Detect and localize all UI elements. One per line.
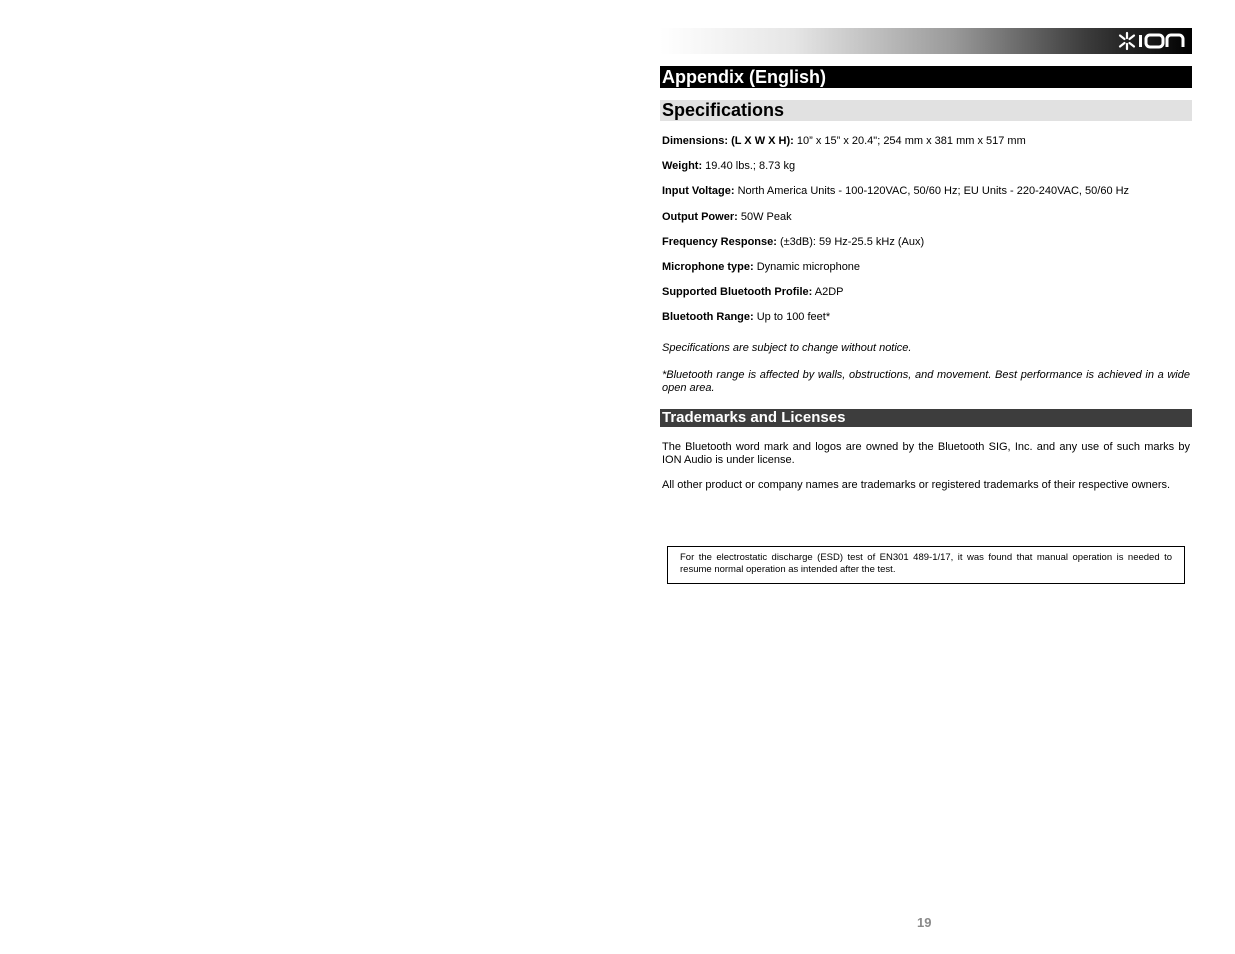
spec-label: Frequency Response: [662,236,777,248]
spec-weight [662,160,1190,173]
spec-bluetooth-profile [662,286,1190,299]
spec-label: Output Power: [662,211,738,223]
spec-value: Dynamic microphone [753,261,861,273]
page-number: 19 [917,915,932,930]
trademarks-heading: Trademarks and Licenses [660,409,1192,427]
specifications-heading: Specifications [660,100,1192,121]
spec-value: 50W Peak [737,211,792,223]
spec-label: Dimensions: (L X W X H): [662,135,794,147]
spec-input-voltage [662,185,1190,198]
spec-microphone-type [662,261,1190,274]
bluetooth-trademark-paragraph: The Bluetooth word mark and logos are owned by the Bluetooth SIG, Inc. and any use of such marks by ION Audio is under license. [662,441,1190,466]
spec-dimensions [662,135,1190,148]
spec-value: 10” x 15” x 20.4"; 254 mm x 381 mm x 517 mm [793,135,1026,147]
spec-bluetooth-range [662,311,1190,324]
spec-label: Microphone type: [662,261,754,273]
spec-output-power [662,211,1190,224]
spec-label: Weight: [662,160,703,172]
spec-frequency-response [662,236,1190,249]
bluetooth-range-footnote: *Bluetooth range is affected by walls, obstructions, and movement. Best performance is achieved in a wide open area. [662,369,1190,394]
spec-value: A2DP [812,286,844,298]
appendix-heading: Appendix (English) [660,66,1192,88]
spec-label: Bluetooth Range: [662,311,754,323]
spec-label: Input Voltage: [662,185,735,197]
spec-label: Supported Bluetooth Profile: [662,286,813,298]
spec-value: North America Units - 100-120VAC, 50/60 Hz; EU Units - 220-240VAC, 50/60 Hz [734,185,1130,197]
esd-notice-box: For the electrostatic discharge (ESD) test of EN301 489-1/17, it was found that manual operation is needed to resume normal operation as intended after the test. [667,546,1185,584]
other-trademarks-paragraph: All other product or company names are trademarks or registered trademarks of their respective owners. [662,479,1171,491]
specs-change-note: Specifications are subject to change without notice. [662,342,912,354]
spec-value: (±3dB): 59 Hz-25.5 kHz (Aux) [776,236,925,248]
header-gradient-bar [660,28,1192,54]
ion-logo [1118,31,1188,51]
spec-value: Up to 100 feet* [753,311,831,323]
spec-value: 19.40 lbs.; 8.73 kg [702,160,796,172]
